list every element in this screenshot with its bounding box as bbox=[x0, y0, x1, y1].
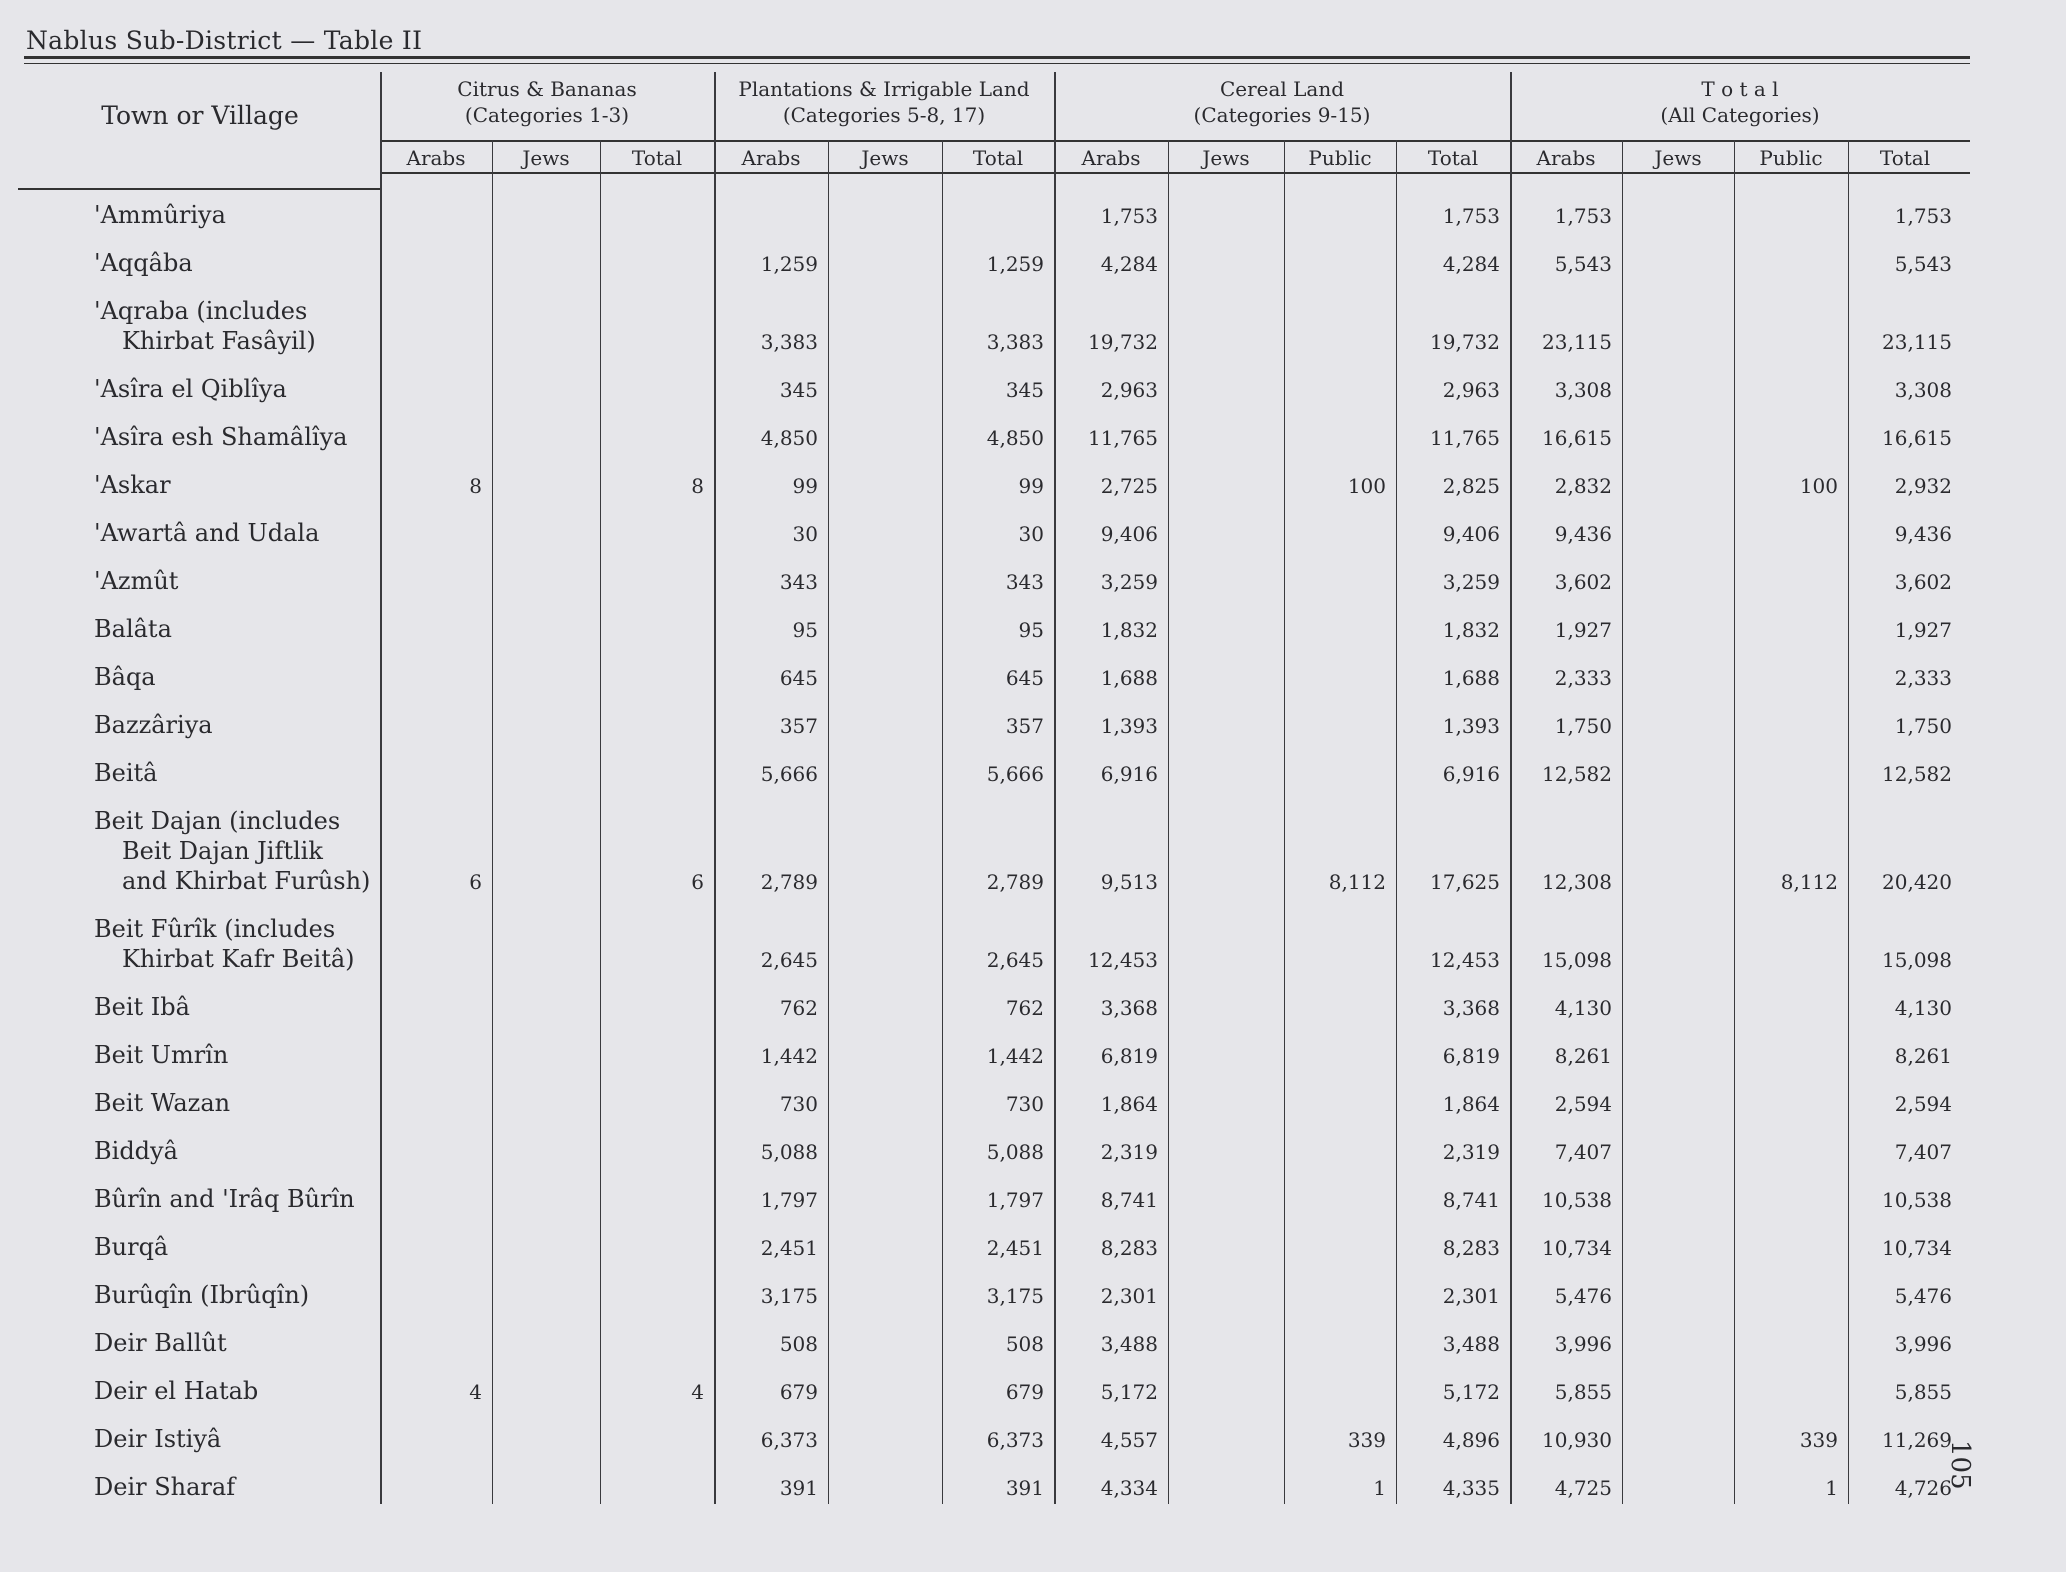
cell-value: 20,420 bbox=[1882, 870, 1952, 894]
village-name bbox=[94, 914, 355, 974]
village-name-line: 'Awartâ and Udala bbox=[94, 519, 320, 547]
cell-value: 4 bbox=[469, 1380, 482, 1404]
village-name-line: Biddyâ bbox=[94, 1137, 178, 1165]
cell-value: 2,301 bbox=[1100, 1284, 1158, 1308]
top-rule-thin bbox=[24, 63, 1970, 64]
cell-value: 4,850 bbox=[986, 426, 1044, 450]
column-divider bbox=[828, 140, 829, 1504]
cell-value: 1,753 bbox=[1554, 204, 1612, 228]
cell-value: 3,996 bbox=[1554, 1332, 1612, 1356]
village-name-line: Deir Sharaf bbox=[94, 1473, 236, 1501]
cell-value: 4,557 bbox=[1100, 1428, 1158, 1452]
village-name-line: 'Azmût bbox=[94, 567, 179, 595]
cell-value: 8,283 bbox=[1100, 1236, 1158, 1260]
cell-value: 95 bbox=[1018, 618, 1044, 642]
cell-value: 6 bbox=[691, 870, 704, 894]
sub-header: Total bbox=[1427, 146, 1479, 170]
cell-value: 339 bbox=[1347, 1428, 1386, 1452]
cell-value: 1,797 bbox=[760, 1188, 818, 1212]
column-divider bbox=[1622, 140, 1623, 1504]
cell-value: 3,368 bbox=[1100, 996, 1158, 1020]
village-name-line: Beit Fûrîk (includes bbox=[94, 915, 336, 943]
cell-value: 5,172 bbox=[1442, 1380, 1500, 1404]
sub-header: Arabs bbox=[1536, 146, 1596, 170]
cell-value: 2,832 bbox=[1554, 474, 1612, 498]
cell-value: 391 bbox=[779, 1476, 818, 1500]
cell-value: 2,789 bbox=[760, 870, 818, 894]
column-header-town: Town or Village bbox=[101, 101, 299, 130]
cell-value: 5,172 bbox=[1100, 1380, 1158, 1404]
cell-value: 7,407 bbox=[1554, 1140, 1612, 1164]
page-title: Nablus Sub-District — Table II bbox=[26, 26, 423, 55]
village-name-line: Khirbat Fasâyil) bbox=[122, 327, 316, 355]
cell-value: 5,543 bbox=[1894, 252, 1952, 276]
cell-value: 343 bbox=[1005, 570, 1044, 594]
cell-value: 11,269 bbox=[1882, 1428, 1952, 1452]
sub-header: Total bbox=[631, 146, 683, 170]
village-name bbox=[94, 518, 319, 548]
cell-value: 7,407 bbox=[1894, 1140, 1952, 1164]
cell-value: 1,393 bbox=[1442, 714, 1500, 738]
cell-value: 645 bbox=[779, 666, 818, 690]
cell-value: 1,753 bbox=[1442, 204, 1500, 228]
village-name bbox=[94, 566, 178, 596]
cell-value: 8,283 bbox=[1442, 1236, 1500, 1260]
village-name-line: 'Asîra esh Shamâlîya bbox=[94, 423, 348, 451]
village-name-line: Bazzâriya bbox=[94, 711, 213, 739]
column-divider bbox=[600, 140, 601, 1504]
cell-value: 1,832 bbox=[1100, 618, 1158, 642]
group-header-categories: (Categories 5-8, 17) bbox=[782, 103, 986, 127]
cell-value: 3,368 bbox=[1442, 996, 1500, 1020]
cell-value: 345 bbox=[779, 378, 818, 402]
group-header bbox=[1054, 76, 1510, 128]
cell-value: 12,453 bbox=[1088, 948, 1158, 972]
cell-value: 23,115 bbox=[1882, 330, 1952, 354]
village-name-line: Deir el Hatab bbox=[94, 1377, 259, 1405]
cell-value: 99 bbox=[792, 474, 818, 498]
cell-value: 9,436 bbox=[1554, 522, 1612, 546]
cell-value: 3,259 bbox=[1100, 570, 1158, 594]
village-name-line: and Khirbat Furûsh) bbox=[122, 867, 371, 895]
cell-value: 8 bbox=[691, 474, 704, 498]
village-name bbox=[94, 758, 157, 788]
cell-value: 3,308 bbox=[1554, 378, 1612, 402]
cell-value: 3,383 bbox=[986, 330, 1044, 354]
cell-value: 2,725 bbox=[1100, 474, 1158, 498]
village-name bbox=[94, 422, 347, 452]
cell-value: 5,855 bbox=[1554, 1380, 1612, 1404]
cell-value: 1,927 bbox=[1554, 618, 1612, 642]
village-name bbox=[94, 1376, 258, 1406]
cell-value: 30 bbox=[792, 522, 818, 546]
cell-value: 2,319 bbox=[1442, 1140, 1500, 1164]
cell-value: 100 bbox=[1347, 474, 1386, 498]
cell-value: 8,261 bbox=[1894, 1044, 1952, 1068]
subheader-rule bbox=[380, 140, 1970, 142]
village-name bbox=[94, 470, 171, 500]
cell-value: 6,916 bbox=[1100, 762, 1158, 786]
cell-value: 1,259 bbox=[760, 252, 818, 276]
cell-value: 339 bbox=[1799, 1428, 1838, 1452]
cell-value: 1,442 bbox=[986, 1044, 1044, 1068]
village-name bbox=[94, 614, 172, 644]
cell-value: 3,175 bbox=[760, 1284, 818, 1308]
cell-value: 23,115 bbox=[1542, 330, 1612, 354]
sub-header: Total bbox=[972, 146, 1024, 170]
cell-value: 4,284 bbox=[1100, 252, 1158, 276]
village-name bbox=[94, 806, 370, 896]
village-name-line: Beit Umrîn bbox=[94, 1041, 229, 1069]
village-name bbox=[94, 1136, 178, 1166]
cell-value: 9,513 bbox=[1100, 870, 1158, 894]
cell-value: 762 bbox=[1005, 996, 1044, 1020]
group-header-categories: (Categories 9-15) bbox=[1193, 103, 1371, 127]
cell-value: 12,308 bbox=[1542, 870, 1612, 894]
cell-value: 3,488 bbox=[1100, 1332, 1158, 1356]
cell-value: 8 bbox=[469, 474, 482, 498]
village-name-line: Beit Dajan Jiftlik bbox=[122, 837, 323, 865]
cell-value: 5,088 bbox=[760, 1140, 818, 1164]
cell-value: 8,741 bbox=[1100, 1188, 1158, 1212]
group-header-title: Plantations & Irrigable Land bbox=[738, 77, 1030, 101]
cell-value: 2,301 bbox=[1442, 1284, 1500, 1308]
cell-value: 2,594 bbox=[1894, 1092, 1952, 1116]
cell-value: 16,615 bbox=[1882, 426, 1952, 450]
cell-value: 6 bbox=[469, 870, 482, 894]
sub-header: Total bbox=[1879, 146, 1931, 170]
cell-value: 1,393 bbox=[1100, 714, 1158, 738]
cell-value: 8,112 bbox=[1328, 870, 1386, 894]
cell-value: 2,333 bbox=[1554, 666, 1612, 690]
cell-value: 12,453 bbox=[1430, 948, 1500, 972]
header-bottom-rule bbox=[380, 172, 1970, 174]
cell-value: 12,582 bbox=[1882, 762, 1952, 786]
cell-value: 3,602 bbox=[1894, 570, 1952, 594]
cell-value: 10,538 bbox=[1542, 1188, 1612, 1212]
village-name-line: 'Aqqâba bbox=[94, 249, 193, 277]
village-name-line: 'Askar bbox=[94, 471, 171, 499]
cell-value: 6,916 bbox=[1442, 762, 1500, 786]
column-divider bbox=[1734, 140, 1735, 1504]
village-name bbox=[94, 1040, 228, 1070]
cell-value: 99 bbox=[1018, 474, 1044, 498]
cell-value: 1,442 bbox=[760, 1044, 818, 1068]
village-name-line: Bûrîn and 'Irâq Bûrîn bbox=[94, 1185, 355, 1213]
group-header-categories: (Categories 1-3) bbox=[464, 103, 630, 127]
cell-value: 3,259 bbox=[1442, 570, 1500, 594]
cell-value: 1,259 bbox=[986, 252, 1044, 276]
cell-value: 3,602 bbox=[1554, 570, 1612, 594]
village-name-line: Khirbat Kafr Beitâ) bbox=[122, 945, 355, 973]
cell-value: 100 bbox=[1799, 474, 1838, 498]
sub-header: Public bbox=[1759, 146, 1823, 170]
top-rule bbox=[24, 56, 1970, 59]
cell-value: 9,436 bbox=[1894, 522, 1952, 546]
village-name bbox=[94, 710, 213, 740]
sub-header: Jews bbox=[861, 146, 909, 170]
cell-value: 5,666 bbox=[760, 762, 818, 786]
village-name-line: 'Ammûriya bbox=[94, 201, 226, 229]
cell-value: 4,334 bbox=[1100, 1476, 1158, 1500]
cell-value: 6,373 bbox=[986, 1428, 1044, 1452]
cell-value: 5,088 bbox=[986, 1140, 1044, 1164]
cell-value: 2,333 bbox=[1894, 666, 1952, 690]
village-name-line: Beitâ bbox=[94, 759, 158, 787]
village-name bbox=[94, 296, 316, 356]
village-name bbox=[94, 992, 190, 1022]
cell-value: 8,112 bbox=[1780, 870, 1838, 894]
cell-value: 3,308 bbox=[1894, 378, 1952, 402]
village-name-line: Beit Dajan (includes bbox=[94, 807, 341, 835]
village-name bbox=[94, 1184, 355, 1214]
cell-value: 2,932 bbox=[1894, 474, 1952, 498]
village-name-line: Beit Ibâ bbox=[94, 993, 190, 1021]
cell-value: 17,625 bbox=[1430, 870, 1500, 894]
cell-value: 5,476 bbox=[1554, 1284, 1612, 1308]
cell-value: 2,451 bbox=[760, 1236, 818, 1260]
group-header bbox=[714, 76, 1054, 128]
cell-value: 5,855 bbox=[1894, 1380, 1952, 1404]
cell-value: 1 bbox=[1825, 1476, 1838, 1500]
village-name-line: 'Aqraba (includes bbox=[94, 297, 308, 325]
village-name bbox=[94, 1328, 227, 1358]
village-name bbox=[94, 1472, 235, 1502]
cell-value: 4 bbox=[691, 1380, 704, 1404]
cell-value: 5,543 bbox=[1554, 252, 1612, 276]
cell-value: 4,896 bbox=[1442, 1428, 1500, 1452]
cell-value: 357 bbox=[779, 714, 818, 738]
page-number: 105 bbox=[1945, 1440, 1975, 1490]
village-name bbox=[94, 662, 156, 692]
cell-value: 5,476 bbox=[1894, 1284, 1952, 1308]
village-name bbox=[94, 200, 226, 230]
cell-value: 1,688 bbox=[1442, 666, 1500, 690]
cell-value: 8,261 bbox=[1554, 1044, 1612, 1068]
cell-value: 3,175 bbox=[986, 1284, 1044, 1308]
cell-value: 10,734 bbox=[1882, 1236, 1952, 1260]
column-divider bbox=[1168, 140, 1169, 1504]
group-header-title: Cereal Land bbox=[1219, 77, 1345, 101]
cell-value: 1,753 bbox=[1100, 204, 1158, 228]
sub-header: Jews bbox=[1202, 146, 1250, 170]
cell-value: 3,383 bbox=[760, 330, 818, 354]
cell-value: 6,373 bbox=[760, 1428, 818, 1452]
village-name bbox=[94, 248, 193, 278]
group-divider bbox=[380, 72, 382, 1504]
sub-header: Jews bbox=[522, 146, 570, 170]
cell-value: 679 bbox=[779, 1380, 818, 1404]
sub-header: Arabs bbox=[406, 146, 466, 170]
group-header bbox=[380, 76, 714, 128]
cell-value: 16,615 bbox=[1542, 426, 1612, 450]
group-header-title: Citrus & Bananas bbox=[457, 77, 637, 101]
cell-value: 2,645 bbox=[760, 948, 818, 972]
cell-value: 15,098 bbox=[1542, 948, 1612, 972]
village-name-line: 'Asîra el Qiblîya bbox=[94, 375, 287, 403]
cell-value: 508 bbox=[779, 1332, 818, 1356]
cell-value: 4,130 bbox=[1554, 996, 1612, 1020]
cell-value: 679 bbox=[1005, 1380, 1044, 1404]
cell-value: 2,319 bbox=[1100, 1140, 1158, 1164]
column-divider bbox=[492, 140, 493, 1504]
sub-header: Arabs bbox=[1081, 146, 1141, 170]
cell-value: 5,666 bbox=[986, 762, 1044, 786]
cell-value: 357 bbox=[1005, 714, 1044, 738]
cell-value: 2,645 bbox=[986, 948, 1044, 972]
cell-value: 6,819 bbox=[1100, 1044, 1158, 1068]
cell-value: 391 bbox=[1005, 1476, 1044, 1500]
cell-value: 645 bbox=[1005, 666, 1044, 690]
cell-value: 95 bbox=[792, 618, 818, 642]
cell-value: 9,406 bbox=[1442, 522, 1500, 546]
group-header-categories: (All Categories) bbox=[1660, 103, 1820, 127]
cell-value: 19,732 bbox=[1430, 330, 1500, 354]
cell-value: 2,789 bbox=[986, 870, 1044, 894]
group-header-title: T o t a l bbox=[1701, 77, 1779, 101]
sub-header: Public bbox=[1308, 146, 1372, 170]
sub-header: Arabs bbox=[741, 146, 801, 170]
cell-value: 1 bbox=[1373, 1476, 1386, 1500]
village-name-line: Balâta bbox=[94, 615, 172, 643]
cell-value: 19,732 bbox=[1088, 330, 1158, 354]
cell-value: 1,927 bbox=[1894, 618, 1952, 642]
cell-value: 345 bbox=[1005, 378, 1044, 402]
cell-value: 2,594 bbox=[1554, 1092, 1612, 1116]
village-name bbox=[94, 1232, 168, 1262]
cell-value: 1,832 bbox=[1442, 618, 1500, 642]
village-name-line: Deir Istiyâ bbox=[94, 1425, 222, 1453]
cell-value: 11,765 bbox=[1430, 426, 1500, 450]
cell-value: 8,741 bbox=[1442, 1188, 1500, 1212]
cell-value: 1,688 bbox=[1100, 666, 1158, 690]
cell-value: 2,963 bbox=[1100, 378, 1158, 402]
cell-value: 343 bbox=[779, 570, 818, 594]
cell-value: 10,538 bbox=[1882, 1188, 1952, 1212]
cell-value: 10,734 bbox=[1542, 1236, 1612, 1260]
cell-value: 1,753 bbox=[1894, 204, 1952, 228]
cell-value: 15,098 bbox=[1882, 948, 1952, 972]
cell-value: 30 bbox=[1018, 522, 1044, 546]
cell-value: 1,797 bbox=[986, 1188, 1044, 1212]
cell-value: 2,825 bbox=[1442, 474, 1500, 498]
village-name-line: Beit Wazan bbox=[94, 1089, 231, 1117]
cell-value: 1,750 bbox=[1894, 714, 1952, 738]
village-name-line: Burqâ bbox=[94, 1233, 169, 1261]
cell-value: 1,864 bbox=[1442, 1092, 1500, 1116]
cell-value: 10,930 bbox=[1542, 1428, 1612, 1452]
cell-value: 2,963 bbox=[1442, 378, 1500, 402]
cell-value: 1,864 bbox=[1100, 1092, 1158, 1116]
header-bottom-rule-left bbox=[18, 188, 380, 190]
cell-value: 508 bbox=[1005, 1332, 1044, 1356]
village-name-line: Deir Ballût bbox=[94, 1329, 227, 1357]
village-name-line: Burûqîn (Ibrûqîn) bbox=[94, 1281, 310, 1309]
cell-value: 9,406 bbox=[1100, 522, 1158, 546]
sub-header: Jews bbox=[1654, 146, 1702, 170]
village-name bbox=[94, 1280, 309, 1310]
cell-value: 4,130 bbox=[1894, 996, 1952, 1020]
cell-value: 4,850 bbox=[760, 426, 818, 450]
cell-value: 762 bbox=[779, 996, 818, 1020]
cell-value: 1,750 bbox=[1554, 714, 1612, 738]
cell-value: 11,765 bbox=[1088, 426, 1158, 450]
cell-value: 4,335 bbox=[1442, 1476, 1500, 1500]
village-name bbox=[94, 1424, 221, 1454]
group-header bbox=[1510, 76, 1970, 128]
cell-value: 4,726 bbox=[1894, 1476, 1952, 1500]
column-divider bbox=[1284, 140, 1285, 1504]
cell-value: 4,725 bbox=[1554, 1476, 1612, 1500]
cell-value: 6,819 bbox=[1442, 1044, 1500, 1068]
village-name bbox=[94, 1088, 230, 1118]
village-name bbox=[94, 374, 287, 404]
cell-value: 3,488 bbox=[1442, 1332, 1500, 1356]
cell-value: 4,284 bbox=[1442, 252, 1500, 276]
cell-value: 3,996 bbox=[1894, 1332, 1952, 1356]
cell-value: 2,451 bbox=[986, 1236, 1044, 1260]
cell-value: 730 bbox=[779, 1092, 818, 1116]
cell-value: 12,582 bbox=[1542, 762, 1612, 786]
cell-value: 730 bbox=[1005, 1092, 1044, 1116]
village-name-line: Bâqa bbox=[94, 663, 156, 691]
